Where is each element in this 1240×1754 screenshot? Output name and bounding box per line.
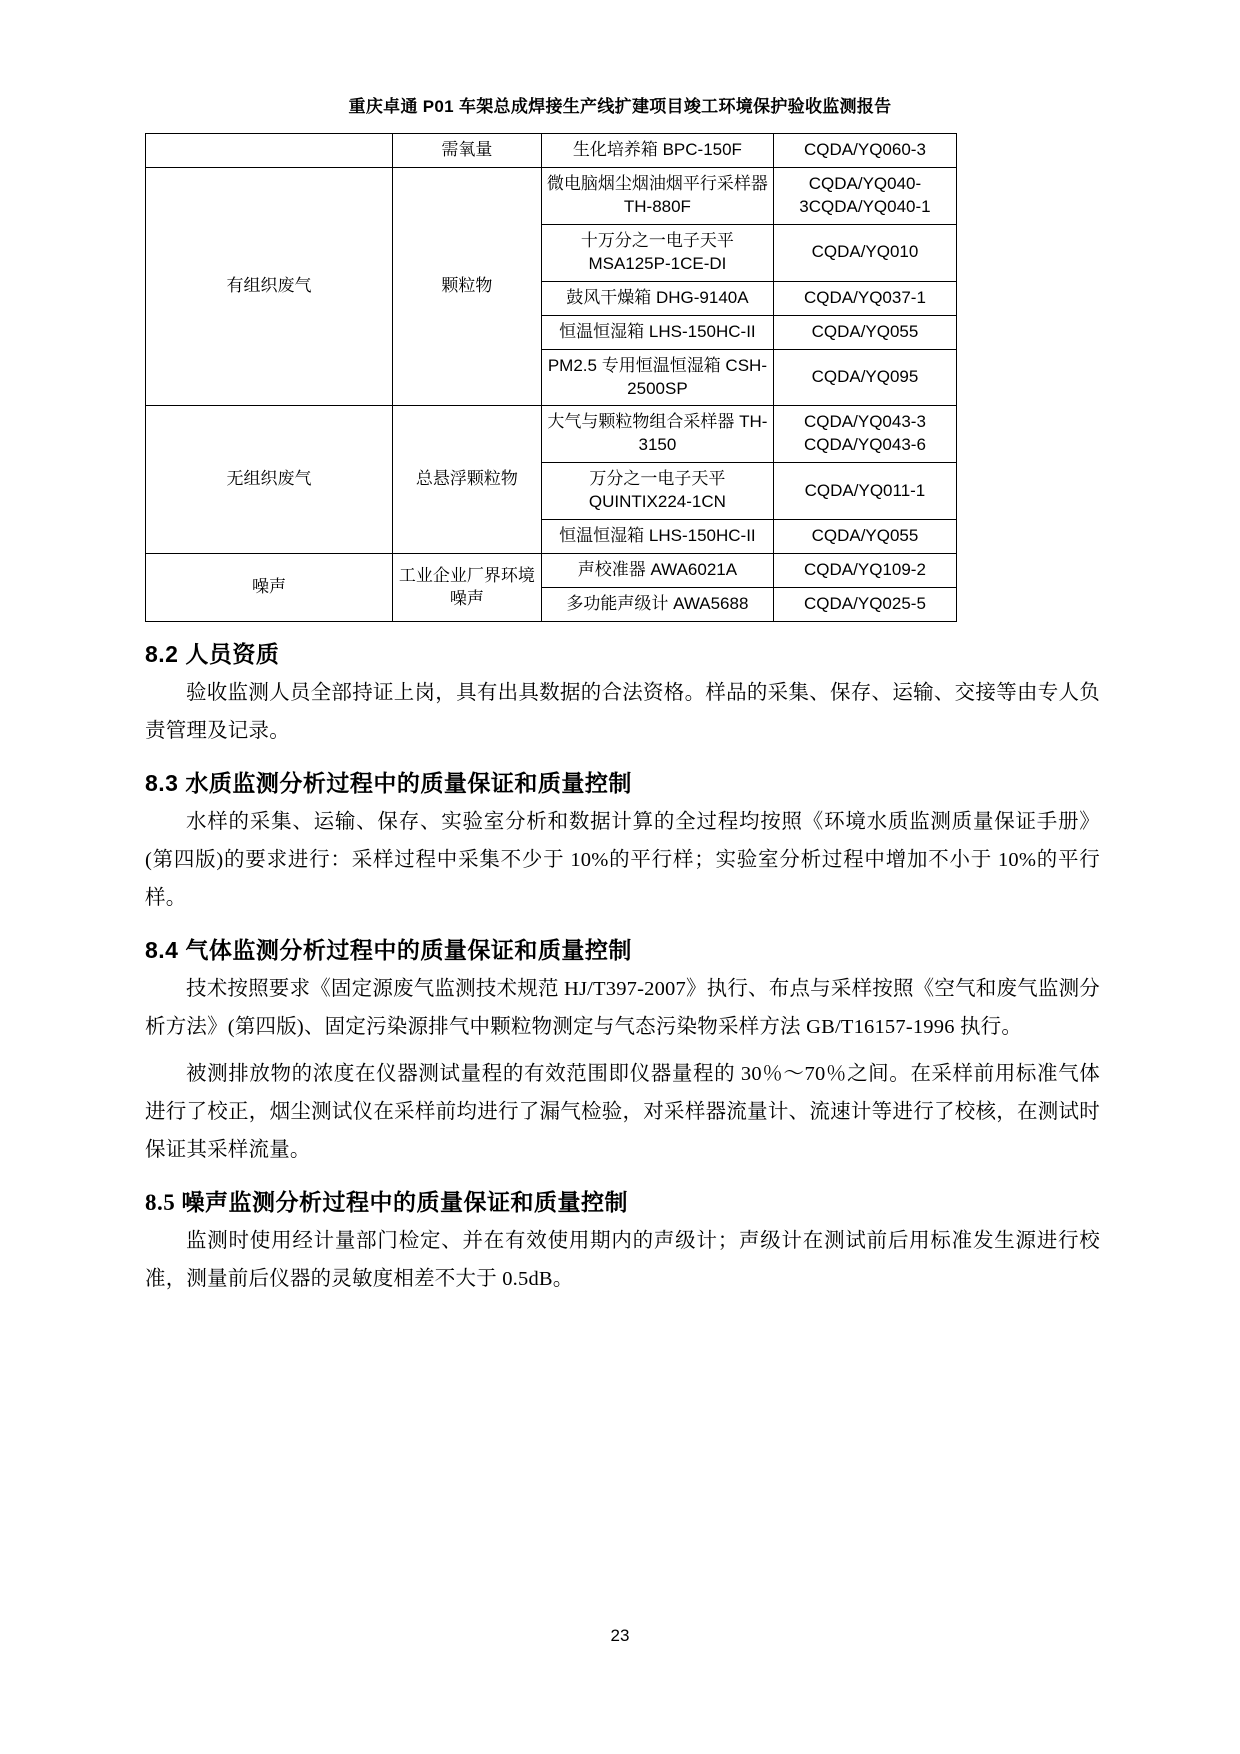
cell-instrument: 微电脑烟尘烟油烟平行采样器 TH-880F: [541, 167, 773, 224]
cell-code: CQDA/YQ055: [773, 520, 956, 554]
page-content: [145, 133, 1100, 1309]
paragraph: 水样的采集、运输、保存、实验室分析和数据计算的全过程均按照《环境水质监测质量保证手册》(第四版)的要求进行：采样过程中采集不少于 10%的平行样；实验室分析过程中增加不小于 10%的平行样。: [145, 810, 1100, 909]
section-heading-8-5: [145, 1184, 1100, 1217]
cell-category: 无组织废气: [146, 406, 393, 554]
cell-code: CQDA/YQ037-1: [773, 281, 956, 315]
running-header: 重庆卓通 P01 车架总成焊接生产线扩建项目竣工环境保护验收监测报告: [348, 97, 892, 116]
paragraph: 验收监测人员全部持证上岗，具有出具数据的合法资格。样品的采集、保存、运输、交接等由专人负责管理及记录。: [145, 682, 1100, 742]
cell-code: CQDA/YQ109-2: [773, 554, 956, 588]
cell-code: CQDA/YQ040-3CQDA/YQ040-1: [773, 167, 956, 224]
table-row: [146, 406, 957, 463]
section-number: 8.5: [145, 1190, 182, 1216]
cell-category: [146, 134, 393, 168]
section-heading-8-4: 8.4 气体监测分析过程中的质量保证和质量控制: [145, 936, 632, 963]
paragraph: 被测排放物的浓度在仪器测试量程的有效范围即仪器量程的 30％～70％之间。在采样前用标准气体进行了校正，烟尘测试仪在采样前均进行了漏气检验，对采样器流量计、流速计等进行了校核，在测试时保证其采样流量。: [145, 1063, 1100, 1162]
monitoring-equipment-table: [145, 133, 957, 622]
cell-instrument: 大气与颗粒物组合采样器 TH-3150: [541, 406, 773, 463]
cell-parameter: 需氧量: [392, 134, 541, 168]
cell-instrument: PM2.5 专用恒温恒湿箱 CSH-2500SP: [541, 349, 773, 406]
cell-code: CQDA/YQ011-1: [773, 463, 956, 520]
cell-instrument: 生化培养箱 BPC-150F: [541, 134, 773, 168]
paragraph: 监测时使用经计量部门检定、并在有效使用期内的声级计；声级计在测试前后用标准发生源进行校准，测量前后仪器的灵敏度相差不大于 0.5dB。: [145, 1230, 1100, 1291]
section-title-text: 噪声监测分析过程中的质量保证和质量控制: [181, 1189, 628, 1216]
cell-instrument: 鼓风干燥箱 DHG-9140A: [541, 281, 773, 315]
cell-instrument: 恒温恒湿箱 LHS-150HC-II: [541, 315, 773, 349]
section-heading-8-3: 8.3 水质监测分析过程中的质量保证和质量控制: [145, 769, 632, 796]
cell-code: CQDA/YQ025-5: [773, 588, 956, 622]
cell-category: 噪声: [146, 554, 393, 622]
cell-parameter: 工业企业厂界环境噪声: [392, 554, 541, 622]
cell-instrument: 多功能声级计 AWA5688: [541, 588, 773, 622]
cell-instrument: 十万分之一电子天平 MSA125P-1CE-DI: [541, 224, 773, 281]
cell-parameter: 总悬浮颗粒物: [392, 406, 541, 554]
cell-category: 有组织废气: [146, 167, 393, 406]
cell-code: CQDA/YQ055: [773, 315, 956, 349]
table-row: [146, 554, 957, 588]
cell-code: CQDA/YQ010: [773, 224, 956, 281]
table-row: [146, 167, 957, 224]
cell-instrument: 声校准器 AWA6021A: [541, 554, 773, 588]
cell-code: CQDA/YQ043-3 CQDA/YQ043-6: [773, 406, 956, 463]
cell-code: CQDA/YQ060-3: [773, 134, 956, 168]
cell-code: CQDA/YQ095: [773, 349, 956, 406]
cell-parameter: 颗粒物: [392, 167, 541, 406]
table-row: [146, 134, 957, 168]
section-heading-8-2: 8.2 人员资质: [145, 641, 280, 667]
paragraph: 技术按照要求《固定源废气监测技术规范 HJ/T397-2007》执行、布点与采样按照《空气和废气监测分析方法》(第四版)、固定污染源排气中颗粒物测定与气态污染物采样方法 GB/T16157-1996 执行。: [145, 977, 1100, 1038]
cell-instrument: 万分之一电子天平 QUINTIX224-1CN: [541, 463, 773, 520]
page-number: 23: [610, 1626, 630, 1645]
cell-instrument: 恒温恒湿箱 LHS-150HC-II: [541, 520, 773, 554]
